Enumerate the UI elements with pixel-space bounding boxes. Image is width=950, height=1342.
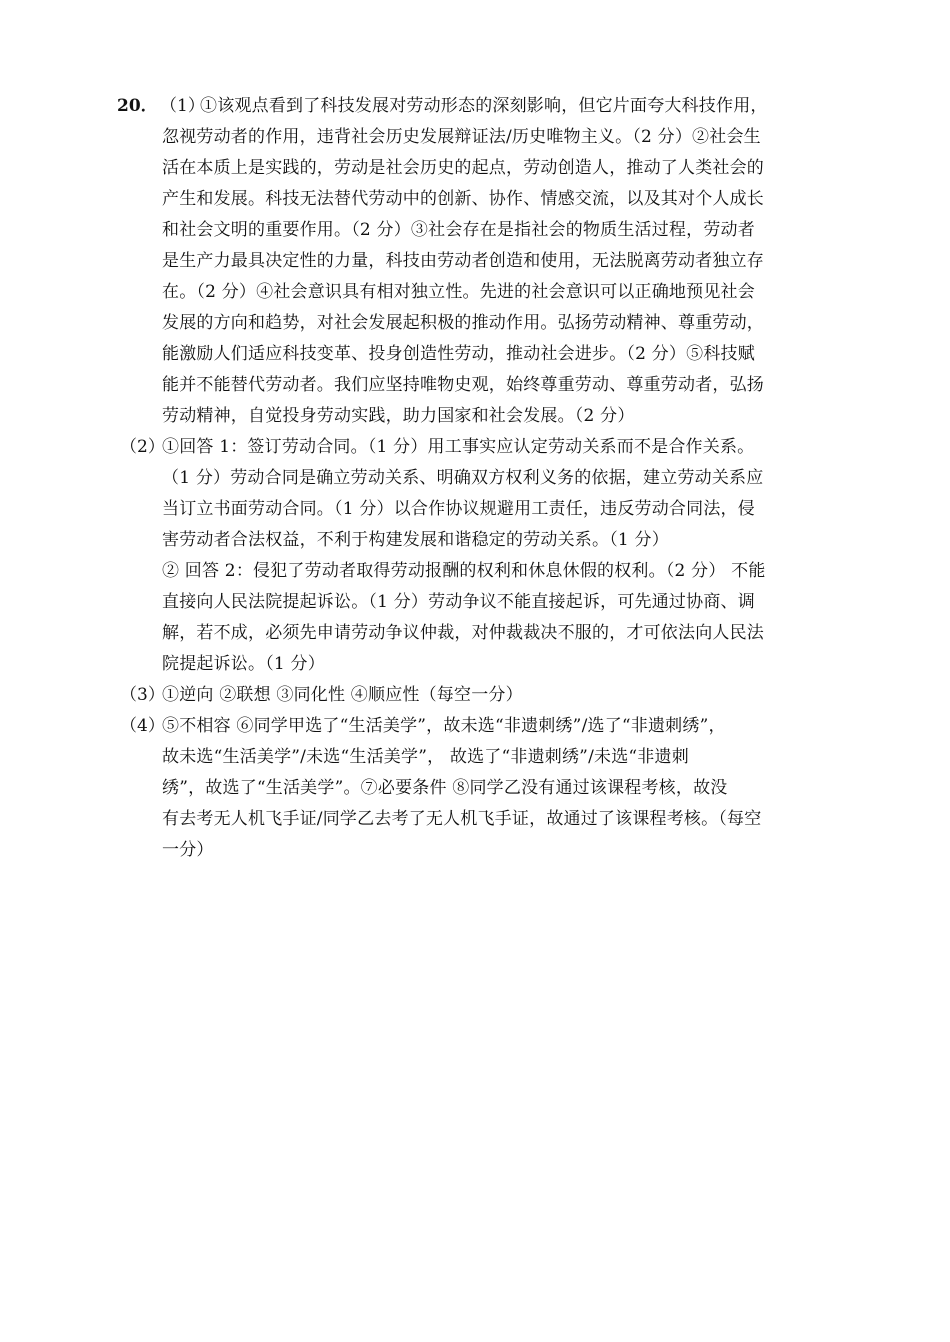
part-1-line: 劳动精神，自觉投身劳动实践，助力国家和社会发展。（2 分）	[162, 406, 635, 426]
part-1-line: 产生和发展。科技无法替代劳动中的创新、协作、情感交流，以及其对个人成长	[162, 189, 764, 209]
part-4-line: 有去考无人机飞手证/同学乙去考了无人机飞手证，故通过了该课程考核。（每空	[162, 809, 762, 829]
part-1-line: 忽视劳动者的作用，违背社会历史发展辩证法/历史唯物主义。（2 分）②社会生	[162, 127, 761, 147]
part-4-line: 一分）	[162, 840, 214, 860]
part-1-line: 是生产力最具决定性的力量，科技由劳动者创造和使用，无法脱离劳动者独立存	[162, 251, 764, 271]
part-1-line: 在。（2 分）④社会意识具有相对独立性。先进的社会意识可以正确地预见社会	[162, 282, 755, 302]
question-number: 20．	[117, 96, 158, 116]
part-2-line: 当订立书面劳动合同。（1 分）以合作协议规避用工责任，违反劳动合同法，侵	[162, 499, 755, 519]
part-1-line: 能并不能替代劳动者。我们应坚持唯物史观，始终尊重劳动、尊重劳动者，弘扬	[162, 375, 764, 395]
part-2-line: 害劳动者合法权益，不利于构建发展和谐稳定的劳动关系。（1 分）	[162, 530, 669, 550]
part-1-line: ①该观点看到了科技发展对劳动形态的深刻影响，但它片面夸大科技作用，	[200, 96, 768, 116]
part-4-line: 故未选“生活美学”/未选“生活美学”， 故选了“非遗刺绣”/未选“非遗刺	[162, 747, 689, 767]
part-2-line: 院提起诉讼。（1 分）	[162, 654, 325, 674]
part-4-line: 绣”，故选了“生活美学”。⑦必要条件 ⑧同学乙没有通过该课程考核，故没	[162, 778, 728, 798]
part-4-label: （4）	[120, 716, 165, 736]
part-2-line: ①回答 1：签订劳动合同。（1 分）用工事实应认定劳动关系而不是合作关系。	[162, 437, 755, 457]
part-2-line: 解，若不成，必须先申请劳动争议仲裁，对仲裁裁决不服的，才可依法向人民法	[162, 623, 764, 643]
part-3-line: ①逆向 ②联想 ③同化性 ④顺应性（每空一分）	[162, 685, 523, 705]
part-1-text	[200, 91, 768, 122]
part-1-continuation	[162, 122, 764, 432]
part-4-text	[162, 711, 761, 866]
part-3-text	[162, 680, 523, 711]
part-3-label: （3）	[120, 685, 165, 705]
part-1-label: （1）	[160, 96, 205, 116]
part-2-label: （2）	[120, 437, 165, 457]
part-1-line: 能激励人们适应科技变革、投身创造性劳动，推动社会进步。（2 分）⑤科技赋	[162, 344, 755, 364]
part-1-line: 和社会文明的重要作用。（2 分）③社会存在是指社会的物质生活过程，劳动者	[162, 220, 755, 240]
part-2-line: ② 回答 2：侵犯了劳动者取得劳动报酬的权利和休息休假的权利。（2 分） 不能	[162, 561, 766, 581]
part-2-line: （1 分）劳动合同是确立劳动关系、明确双方权利义务的依据，建立劳动关系应	[162, 468, 764, 488]
part-2-line: 直接向人民法院提起诉讼。（1 分）劳动争议不能直接起诉，可先通过协商、调	[162, 592, 755, 612]
part-1-line: 活在本质上是实践的，劳动是社会历史的起点，劳动创造人，推动了人类社会的	[162, 158, 764, 178]
part-4-line: ⑤不相容 ⑥同学甲选了“生活美学”，故未选“非遗刺绣”/选了“非遗刺绣”，	[162, 716, 726, 736]
part-2-text	[162, 432, 766, 680]
part-1-line: 发展的方向和趋势，对社会发展起积极的推动作用。弘扬劳动精神、尊重劳动，	[162, 313, 764, 333]
